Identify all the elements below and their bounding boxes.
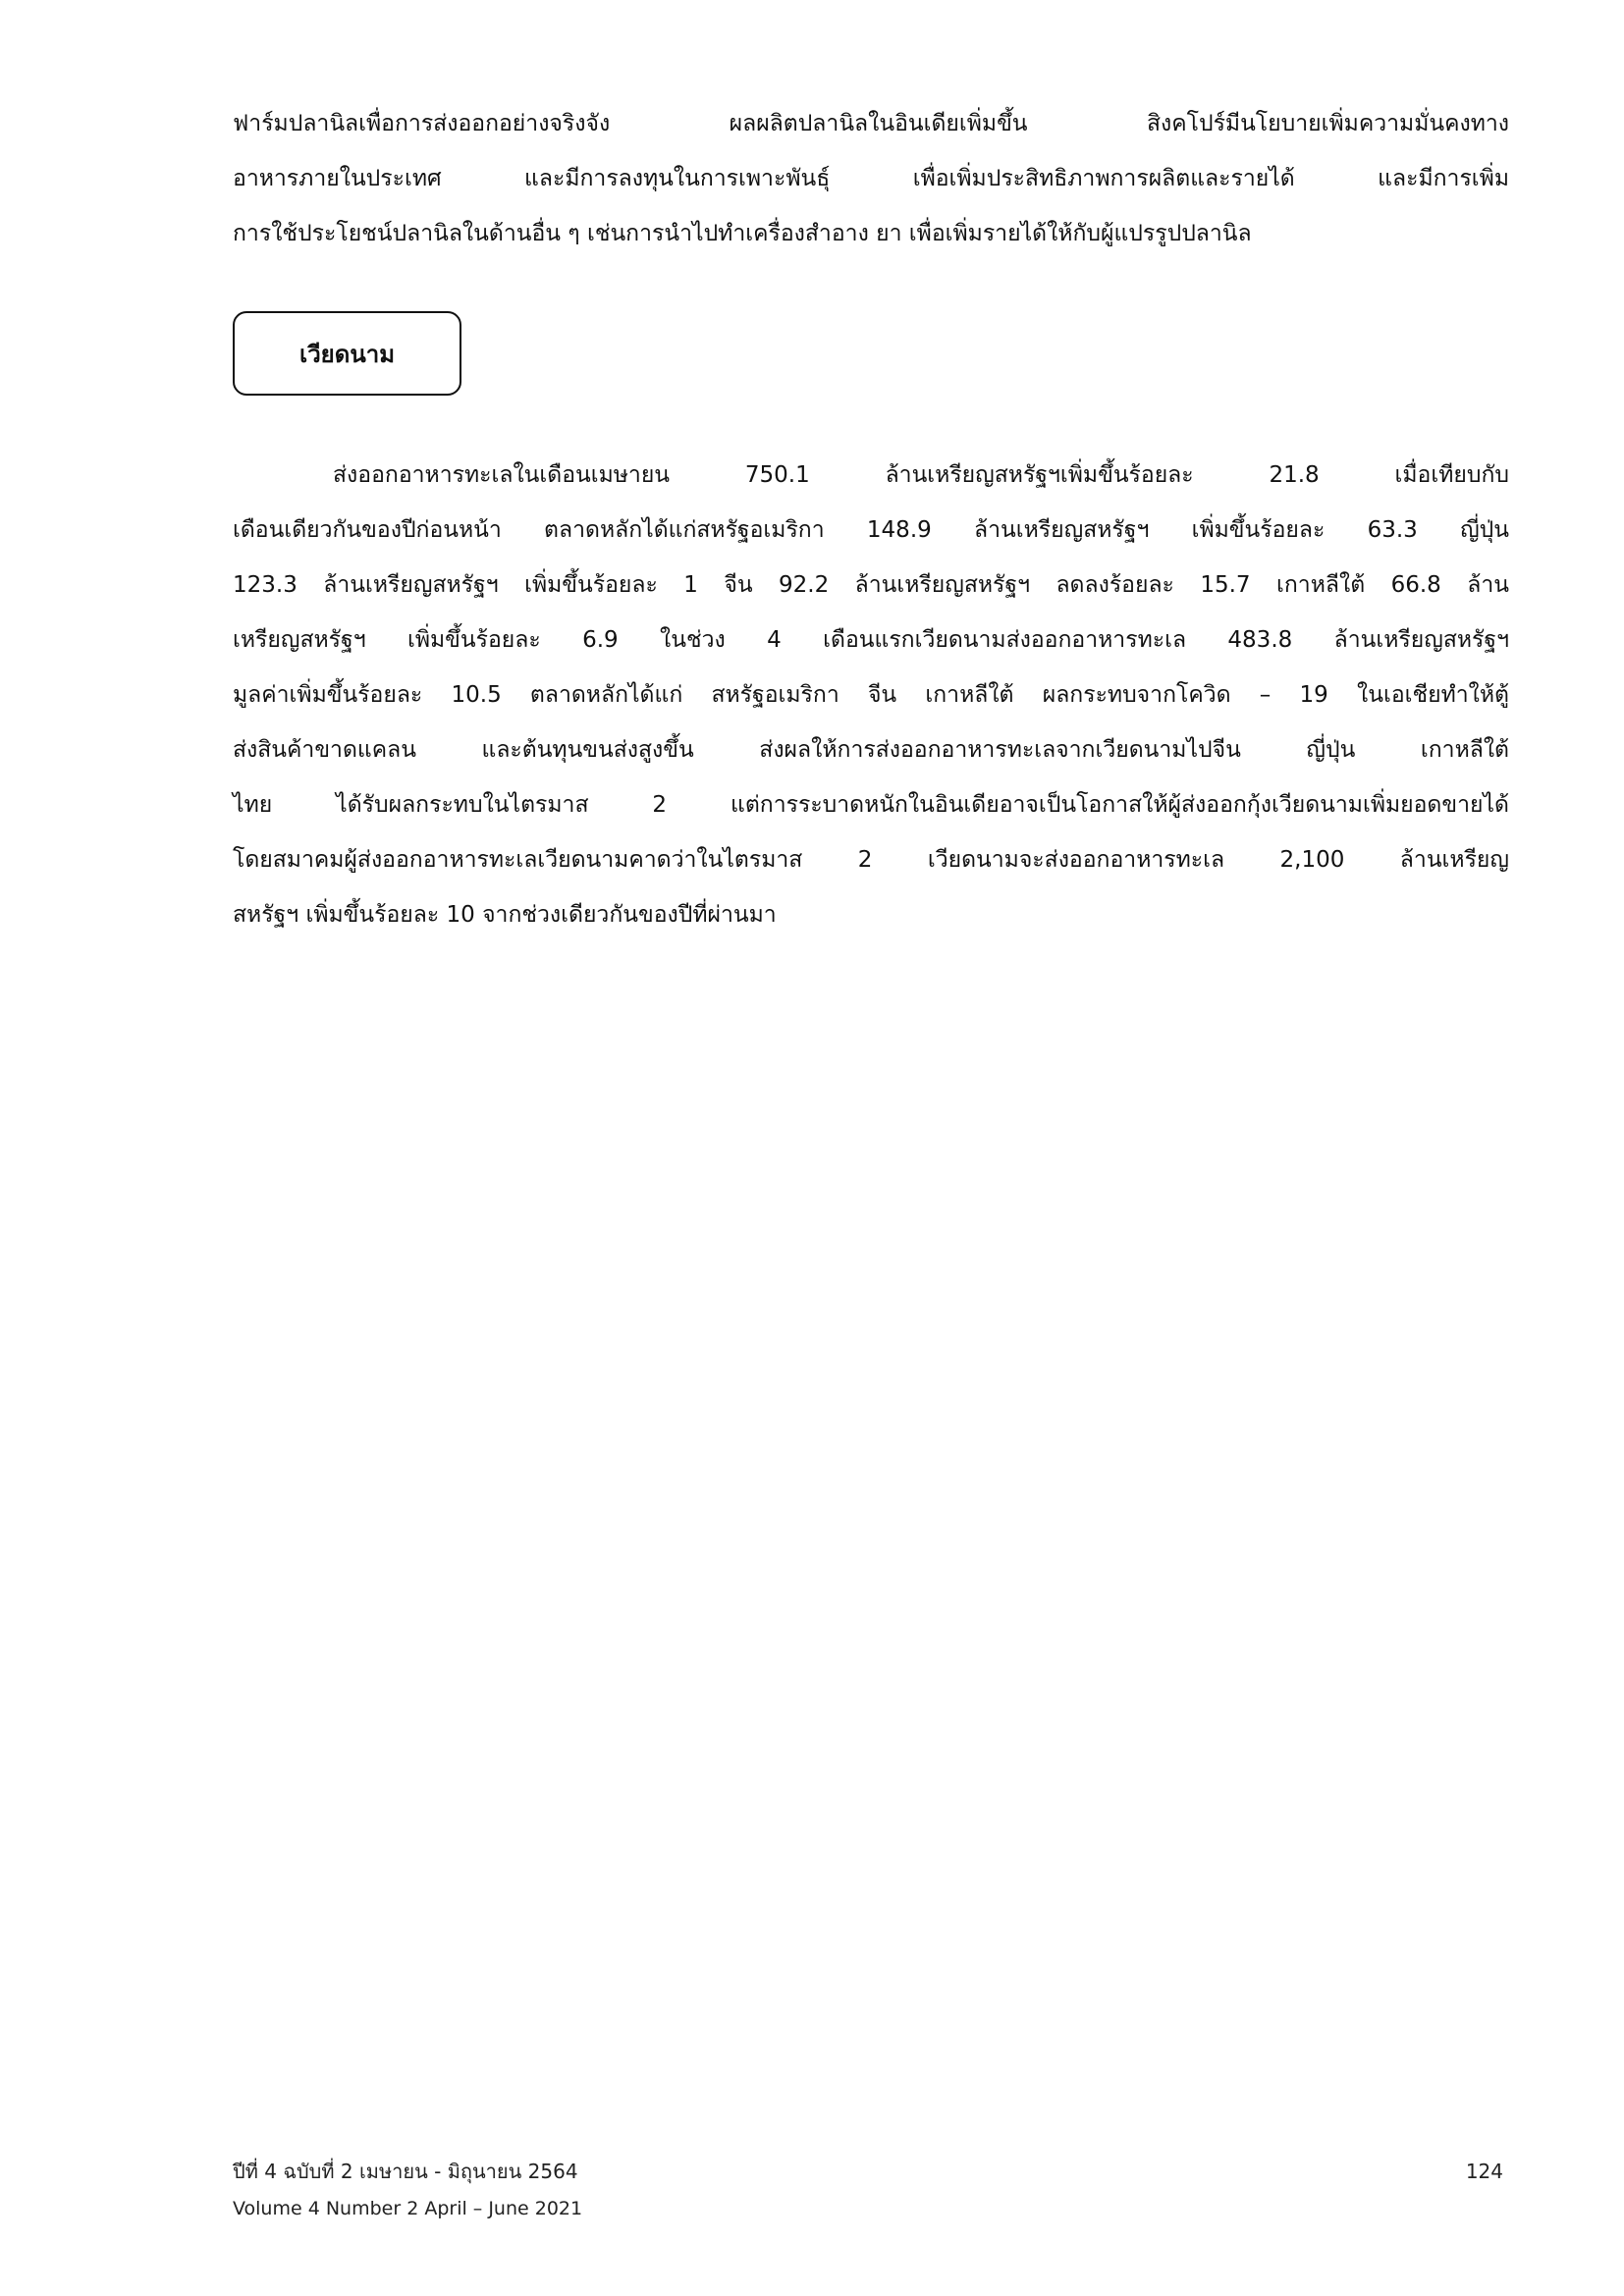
paragraph-line: มูลค่าเพิ่มขึ้นร้อยละ 10.5 ตลาดหลักได้แก่ สหรัฐอเมริกา จีน เกาหลีใต้ ผลกระทบจากโควิด – 19 ในเอเชียทำให้ตู้ xyxy=(233,682,1509,708)
paragraph-line: 123.3 ล้านเหรียญสหรัฐฯ เพิ่มขึ้นร้อยละ 1 จีน 92.2 ล้านเหรียญสหรัฐฯ ลดลงร้อยละ 15.7 เกาหลีใต้ 66.8 ล้าน xyxy=(233,572,1509,598)
paragraph-line: เหรียญสหรัฐฯ เพิ่มขึ้นร้อยละ 6.9 ในช่วง 4 เดือนแรกเวียดนามส่งออกอาหารทะเล 483.8 ล้านเหรียญสหรัฐฯ xyxy=(233,627,1509,653)
paragraph-line: สหรัฐฯ เพิ่มขึ้นร้อยละ 10 จากช่วงเดียวกันของปีที่ผ่านมา xyxy=(233,902,777,928)
paragraph-line: ส่งออกอาหารทะเลในเดือนเมษายน 750.1 ล้านเหรียญสหรัฐฯเพิ่มขึ้นร้อยละ 21.8 เมื่อเทียบกับ xyxy=(333,462,1509,488)
paragraph-line: ไทย ได้รับผลกระทบในไตรมาส 2 แต่การระบาดหนักในอินเดียอาจเป็นโอกาสให้ผู้ส่งออกกุ้งเวียดนามเพิ่มยอดขายได้ xyxy=(233,792,1509,818)
paragraph-line: ฟาร์มปลานิลเพื่อการส่งออกอย่างจริงจัง ผลผลิตปลานิลในอินเดียเพิ่มขึ้น สิงคโปร์มีนโยบายเพิ่มความมั่นคงทาง xyxy=(233,111,1509,136)
paragraph-line: การใช้ประโยชน์ปลานิลในด้านอื่น ๆ เช่นการนำไปทำเครื่องสำอาง ยา เพื่อเพิ่มรายได้ให้กับผู้แปรรูปปลานิล xyxy=(233,221,1252,246)
vietnam-paragraph xyxy=(233,448,1509,942)
footer-volume-english: Volume 4 Number 2 April – June 2021 xyxy=(233,2198,583,2219)
paragraph-line: เดือนเดียวกันของปีก่อนหน้า ตลาดหลักได้แก่สหรัฐอเมริกา 148.9 ล้านเหรียญสหรัฐฯ เพิ่มขึ้นร้อยละ 63.3 ญี่ปุ่น xyxy=(233,517,1509,543)
page-number: 124 xyxy=(1465,2160,1503,2183)
intro-paragraph xyxy=(233,96,1509,261)
paragraph-line: อาหารภายในประเทศ และมีการลงทุนในการเพาะพันธุ์ เพื่อเพิ่มประสิทธิภาพการผลิตและรายได้ และมีการเพิ่ม xyxy=(233,166,1509,191)
section-heading-box xyxy=(233,311,461,396)
paragraph-line: ส่งสินค้าขาดแคลน และต้นทุนขนส่งสูงขึ้น ส่งผลให้การส่งออกอาหารทะเลจากเวียดนามไปจีน ญี่ปุ่น เกาหลีใต้ xyxy=(233,737,1509,763)
footer-issue-thai: ปีที่ 4 ฉบับที่ 2 เมษายน - มิถุนายน 2564 xyxy=(233,2160,578,2183)
section-title: เวียดนาม xyxy=(298,340,396,368)
paragraph-line: โดยสมาคมผู้ส่งออกอาหารทะเลเวียดนามคาดว่าในไตรมาส 2 เวียดนามจะส่งออกอาหารทะเล 2,100 ล้านเหรียญ xyxy=(233,847,1509,873)
